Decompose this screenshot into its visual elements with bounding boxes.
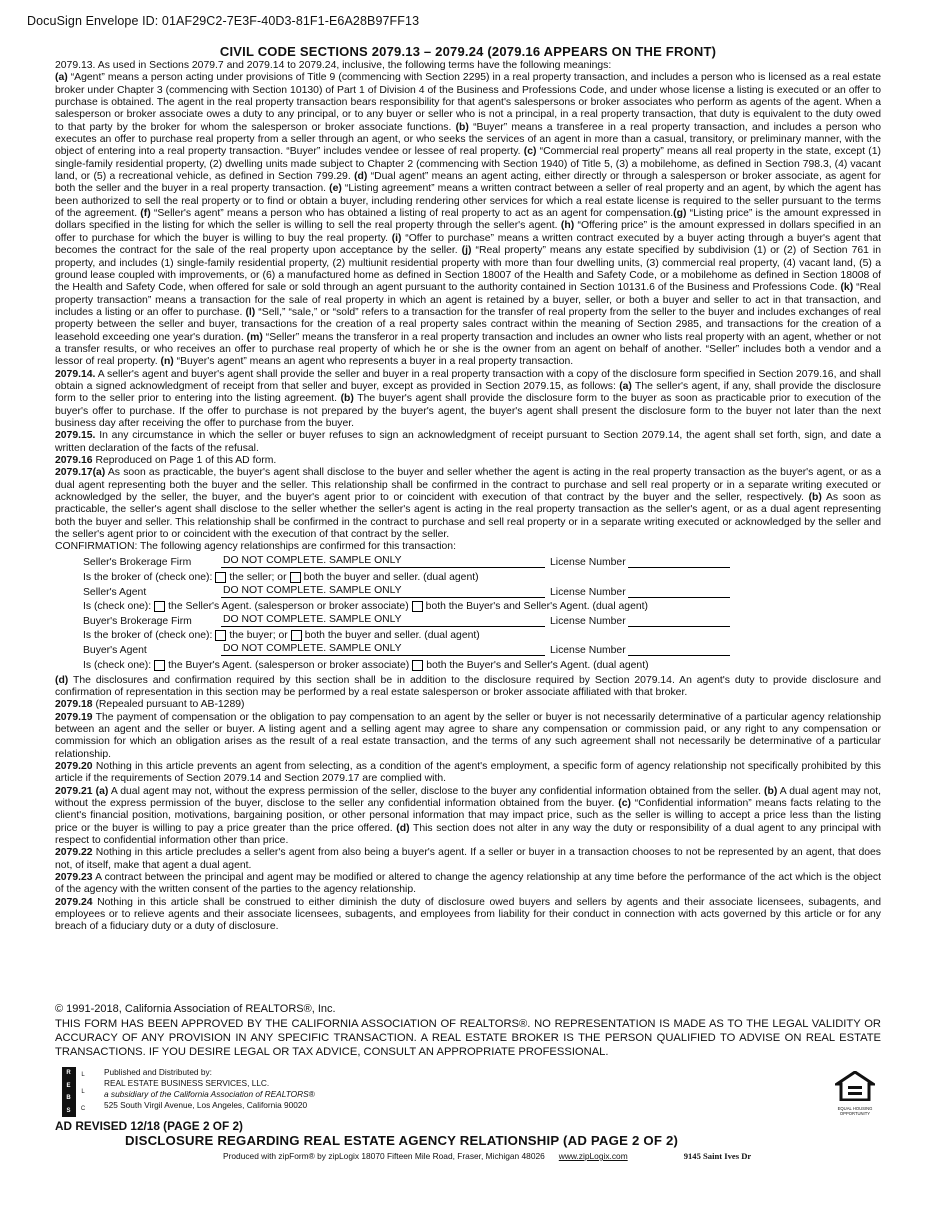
label-f: (f) xyxy=(140,208,151,220)
section-text: (Repealed pursuant to AB-1289) xyxy=(92,699,245,711)
def-transaction: “Real property transaction” means a transaction for the sale of real property in which an agent is retained by a buyer, seller, or both a buyer and seller to act in that transaction, and includes a listing or an offer to purchase. xyxy=(55,282,881,318)
section-2079-18 xyxy=(55,699,881,711)
property-address: 9145 Saint Ives Dr xyxy=(683,1151,752,1161)
legal-notice: THIS FORM HAS BEEN APPROVED BY THE CALIFORNIA ASSOCIATION OF REALTORS®. NO REPRESENTATION IS MADE AS TO THE LEGAL VALIDITY OR ACCURACY OF ANY PROVISION IN ANY SPECIFIC TRANSACTION. A REAL ESTATE BROKER IS THE PERSON QUALIFIED TO ADVISE ON REAL ESTATE TRANSACTIONS. IF YOU DESIRE LEGAL OR TAX ADVICE, CONSULT AN APPROPRIATE PROFESSIONAL. xyxy=(55,1017,881,1058)
section-text: This section does not alter in any way the duty or responsibility of a dual agent to any principal with respect to confidential information other than price. xyxy=(55,822,881,846)
seller-only-checkbox[interactable] xyxy=(215,572,226,583)
publisher-address: 525 South Virgil Avenue, Los Angeles, California 90020 xyxy=(104,1100,308,1110)
section-text: The seller's agent, if any, shall provide the disclosure form to the seller prior to entering into the listing agreement. xyxy=(55,380,881,405)
section-2079-13 xyxy=(55,60,881,541)
section-text: As soon as practicable, the buyer's agent shall disclose to the buyer and seller whether the agent is acting in the real property transaction as the buyer's agent, or as a dual agent representing both the buyer and the seller. This relationship shall be confirmed in the contract to purchase and sell real property or in a separate writing executed or acknowledged by the seller, the buyer, and the buyer's agent prior to or coincident with execution of that contract by the buyer and the seller, respectively. xyxy=(55,467,881,504)
license-label: License Number xyxy=(550,586,626,598)
buyer-dual-checkbox[interactable] xyxy=(291,630,302,641)
def-listing-agreement: “Listing agreement” means a written contract between a seller of real property and an agent, by which the agent has been authorized to sell the real property or to find or obtain a buyer, including rendering other services for which a real estate license is required to the seller pursuant to the terms of the agreement. xyxy=(55,183,881,220)
section-2079-20 xyxy=(55,761,881,786)
buyer-agent-label: Buyer's Agent xyxy=(83,644,147,656)
seller-dual-checkbox[interactable] xyxy=(290,572,301,583)
option-label: both the Buyer's and Seller's Agent. (dual agent) xyxy=(426,659,649,671)
seller-agent-field[interactable]: DO NOT COMPLETE. SAMPLE ONLY xyxy=(221,585,545,598)
label-m: (m) xyxy=(246,331,263,343)
option-label: the buyer; or xyxy=(229,630,288,642)
seller-agent-license-field[interactable] xyxy=(628,587,730,598)
section-text: “Confidential information” means facts relating to the client's financial position, motivations, bargaining position, or other personal information that may impact price, such as the seller is willing to accept a price less than the listing price or the buyer is willing to pay a price greater than the price offered. xyxy=(55,797,881,834)
label-c: (c) xyxy=(618,797,631,809)
label-a: (a) xyxy=(92,467,106,479)
section-label: 2079.17 xyxy=(55,467,93,479)
label-l: (l) xyxy=(245,306,256,318)
option-label: both the Buyer's and Seller's Agent. (dual agent) xyxy=(425,601,648,613)
section-2079-21 xyxy=(55,786,881,848)
section-text: A dual agent may not, without the express permission of the seller, disclose to the buyer any confidential information obtained from the seller. xyxy=(108,785,765,797)
def-dual-agent: “Dual agent” means an agent acting, either directly or through a salesperson or broker associate, as agent for both the seller and the buyer in a real property transaction. xyxy=(55,171,881,195)
label-a: (a) xyxy=(55,72,68,84)
def-offer-to-purchase: “Offer to purchase” means a written contract executed by a buyer acting through a buyer's agent that becomes the contract for the sale of the real property upon acceptance by the seller. xyxy=(55,232,881,257)
section-label: 2079.21 xyxy=(55,785,93,797)
option-label: both the buyer and seller. (dual agent) xyxy=(304,630,480,642)
section-2079-16 xyxy=(55,455,881,467)
page-title: CIVIL CODE SECTIONS 2079.13 – 2079.24 (2079.16 APPEARS ON THE FRONT) xyxy=(219,44,717,59)
option-label: the seller; or xyxy=(229,571,287,583)
license-label: License Number xyxy=(550,557,626,569)
section-text: As soon as practicable, the seller's agent shall disclose to the seller whether the seller's agent is acting in the real property transaction as the seller's agent, or as a dual agent representing both the buyer and seller. This relationship shall be confirmed in the contract to purchase and sell real property or in a separate writing executed or acknowledged by the seller and the seller's agent prior to or coincident with the execution of that contract by the seller. xyxy=(55,492,881,541)
equal-housing-icon xyxy=(835,1071,875,1101)
intro-text: 2079.13. As used in Sections 2079.7 and 2079.14 to 2079.24, inclusive, the following terms have the following meanings: xyxy=(55,60,612,71)
label-g: (g) xyxy=(673,208,687,220)
section-label: 2079.14. xyxy=(55,368,96,380)
seller-agent-row xyxy=(55,583,881,598)
buyer-agent-check-row xyxy=(55,656,881,671)
option-label: both the buyer and seller. (dual agent) xyxy=(303,571,479,583)
buyer-broker-check-row xyxy=(55,627,881,642)
legal-footer xyxy=(55,1003,881,1060)
seller-firm-row xyxy=(55,554,881,569)
docusign-envelope-id: DocuSign Envelope ID: 01AF29C2-7E3F-40D3-81F1-E6A28B97FF13 xyxy=(27,14,420,28)
section-text: A seller's agent and buyer's agent shall provide the seller and buyer in a real property transaction with a copy of the disclosure form specified in Section 2079.16, and shall obtain a signed acknowledgment of receipt from that seller and buyer, except as provided in Section 2079.15, as follows: xyxy=(55,368,881,392)
license-label: License Number xyxy=(550,644,626,656)
section-text: The payment of compensation or the obligation to pay compensation to an agent by the seller or buyer is not necessarily determinative of a particular agency relationship between an agent and the seller or buyer. A listing agent and a selling agent may agree to share any compensation or commission paid, or any right to any compensation or commission for which an obligation arises as the result of a real estate transaction, and the terms of any such agreement shall not necessarily be determinative of a particular relationship. xyxy=(55,711,881,760)
sellers-agent-checkbox[interactable] xyxy=(154,601,165,612)
seller-firm-license-field[interactable] xyxy=(628,557,730,568)
def-listing-price: “Listing price” is the amount expressed in dollars specified in the listing for which the seller is willing to sell the real property through the seller's agent. xyxy=(55,208,881,232)
section-text: Nothing in this article precludes a seller's agent from also being a buyer's agent. If a seller or buyer in a transaction chooses to not be represented by an agent, that does not, of itself, make that agent a dual agent. xyxy=(55,847,881,871)
def-seller: “Seller” means the transferor in a real property transaction and includes an owner who lists real property with an agent, whether or not a transfer results, or who receives an offer to purchase real property of which he or she is the owner from an agent on behalf of another. “Seller” includes both a vendor and a lessor of real property. xyxy=(55,331,882,368)
section-2079-22 xyxy=(55,847,881,872)
section-label: 2079.24 xyxy=(55,896,93,908)
section-2079-24 xyxy=(55,897,881,934)
sections-2079-17d-to-24 xyxy=(55,675,881,934)
section-text: A dual agent may not, without the express permission of the buyer, disclose to the seller any confidential information obtained from the buyer. xyxy=(55,785,882,809)
publisher-subsidiary: a subsidiary of the California Association of REALTORS® xyxy=(104,1089,315,1099)
rebs-logo-icon: R E B S L L C xyxy=(62,1067,92,1117)
label-a: (a) xyxy=(619,380,632,392)
buyer-firm-field[interactable]: DO NOT COMPLETE. SAMPLE ONLY xyxy=(221,614,545,627)
label-h: (h) xyxy=(560,220,575,232)
section-text: The disclosures and confirmation required by this section shall be in addition to the disclosure required by Section 2079.14. An agent's duty to provide disclosure and confirmation of representation in this section may be performed by a real estate salesperson or broker associate affiliated with that broker. xyxy=(55,674,881,698)
copyright-line: © 1991-2018, California Association of REALTORS®, Inc. xyxy=(55,1003,336,1015)
def-sell: “Sell,” “sale,” or “sold” refers to a transaction for the transfer of real property from the seller to the buyer and includes exchanges of real property between the seller and buyer, transactions for the creation of a real property sales contract within the meaning of Section 2985, and transactions for the creation of a leasehold exceeding one year's duration. xyxy=(55,306,881,343)
section-2079-19 xyxy=(55,712,881,761)
published-by: Published and Distributed by: xyxy=(104,1067,212,1077)
section-2079-23 xyxy=(55,872,881,897)
section-text: Reproduced on Page 1 of this AD form. xyxy=(92,455,277,466)
label-b: (b) xyxy=(764,785,778,797)
section-label: 2079.19 xyxy=(55,711,93,723)
label-d: (d) xyxy=(55,674,69,686)
section-label: 2079.20 xyxy=(55,760,93,772)
seller-firm-label: Seller's Brokerage Firm xyxy=(83,557,192,569)
publisher-name: REAL ESTATE BUSINESS SERVICES, LLC. xyxy=(104,1078,270,1088)
label-d: (d) xyxy=(354,171,368,183)
label-d: (d) xyxy=(396,822,410,834)
seller-agent-label: Seller's Agent xyxy=(83,586,147,598)
def-buyer: “Buyer” means a transferee in a real property transaction, and includes a person who executes an offer to purchase real property from a seller through an agent, or who seeks the services of an agent in more than a casual, transitory, or preliminary manner, with the object of entering into a real property transaction. “Buyer” includes vendee or lessee of real property. xyxy=(55,121,881,158)
option-label: the Seller's Agent. (salesperson or broker associate) xyxy=(168,601,409,613)
license-label: License Number xyxy=(550,615,626,627)
label-n: (n) xyxy=(160,356,174,368)
section-2079-17 xyxy=(55,467,881,541)
section-2079-17d xyxy=(55,675,881,700)
check-prefix: Is (check one): xyxy=(83,601,152,613)
buyer-firm-license-field[interactable] xyxy=(628,616,730,627)
produced-line xyxy=(223,1151,751,1161)
def-buyers-agent: “Buyer's agent” means an agent who represents a buyer in a real property transaction. xyxy=(173,356,574,368)
document-body xyxy=(55,44,881,934)
buyer-firm-label: Buyer's Brokerage Firm xyxy=(83,615,192,627)
section-2079-14 xyxy=(55,369,881,431)
eho-caption: EQUAL HOUSING OPPORTUNITY xyxy=(837,1106,873,1116)
def-real-property: “Real property” means any estate specified by subdivision (1) or (2) of Section 761 in property, and includes (1) single-family residential property, (2) multiunit residential property with more than four dwelling units, (3) commercial real property, (4) vacant land, (5) a ground lease coupled with improvements, or (6) a manufactured home as defined in Section 18007 of the Health and Safety Code, or a mobilehome as defined in Section 18008 of the Health and Safety Code, when offered for sale or sold through an agent pursuant to the authority contained in Section 10131.6 of the Business and Professions Code. xyxy=(55,245,881,294)
produced-text: Produced with zipForm® by zipLogix 18070 Fifteen Mile Road, Fraser, Michigan 48026 xyxy=(223,1151,545,1161)
option-label: the Buyer's Agent. (salesperson or broker associate) xyxy=(168,659,410,671)
publisher-info xyxy=(104,1067,315,1117)
check-prefix: Is the broker of (check one): xyxy=(83,571,213,583)
section-2079-15 xyxy=(55,430,881,455)
section-text: Nothing in this article prevents an agent from selecting, as a condition of the agent's employment, a specific form of agency relationship not specifically prohibited by this article if the requirements of Section 2079.14 and Section 2079.17 are complied with. xyxy=(55,760,881,785)
buyer-firm-row xyxy=(55,612,881,627)
buyer-agent-dual-checkbox[interactable] xyxy=(412,660,423,671)
label-a: (a) xyxy=(95,785,109,797)
buyer-only-checkbox[interactable] xyxy=(215,630,226,641)
buyers-agent-checkbox[interactable] xyxy=(154,660,165,671)
seller-firm-field[interactable]: DO NOT COMPLETE. SAMPLE ONLY xyxy=(221,555,545,568)
revised-label: AD REVISED 12/18 (PAGE 2 OF 2) xyxy=(55,1119,243,1133)
buyer-agent-license-field[interactable] xyxy=(628,645,730,656)
def-sellers-agent: “Seller's agent” means a person who has obtained a listing of real property to act as an agent for compensation. xyxy=(150,208,674,220)
section-label: 2079.16 xyxy=(55,455,93,466)
seller-broker-check-row xyxy=(55,568,881,583)
section-label: 2079.15. xyxy=(55,430,96,442)
section-text: The buyer's agent shall provide the disclosure form to the buyer as soon as practicable prior to execution of the buyer's offer to purchase. If the offer to purchase is not prepared by the buyer's agent, the buyer's agent shall present the disclosure form to the buyer not later than the next business day after receiving the offer to purchase from the buyer. xyxy=(55,393,881,429)
label-b: (b) xyxy=(808,492,822,504)
section-label: 2079.18 xyxy=(55,699,93,711)
label-i: (i) xyxy=(391,232,402,244)
section-label: 2079.22 xyxy=(55,847,93,859)
confirmation-form xyxy=(55,554,881,671)
buyer-agent-row xyxy=(55,641,881,656)
label-e: (e) xyxy=(329,183,342,195)
section-label: 2079.23 xyxy=(55,872,93,883)
form-title: DISCLOSURE REGARDING REAL ESTATE AGENCY RELATIONSHIP (AD PAGE 2 OF 2) xyxy=(125,1133,679,1148)
label-k: (k) xyxy=(840,282,854,294)
check-prefix: Is (check one): xyxy=(83,659,152,671)
def-commercial: “Commercial real property” means all real property in the state, except (1) single-family residential property, (2) dwelling units made subject to Chapter 2 (commencing with Section 1940) of Title 5, (3) a mobilehome, as defined in Section 798.3, (4) vacant land, or (5) a recreational vehicle, as defined in Section 799.29. xyxy=(55,146,881,183)
check-prefix: Is the broker of (check one): xyxy=(83,630,213,642)
seller-agent-check-row xyxy=(55,598,881,613)
buyer-agent-field[interactable]: DO NOT COMPLETE. SAMPLE ONLY xyxy=(221,643,545,656)
seller-agent-dual-checkbox[interactable] xyxy=(412,601,423,612)
def-offering-price: “Offering price” is the amount expressed in dollars specified in an offer to purchase for which the buyer is willing to buy the real property. xyxy=(55,220,881,244)
label-c: (c) xyxy=(523,146,537,158)
section-text: Nothing in this article shall be construed to either diminish the duty of disclosure owed buyers and sellers by agents and their associate licensees, subagents, and employees or to relieve agents and their associate licensees, subagents, and employees from liability for their conduct in connection with acts governed by this article or for any breach of a fiduciary duty or a duty of disclosure. xyxy=(55,896,881,933)
publisher-block xyxy=(62,1067,315,1117)
label-b: (b) xyxy=(340,393,354,405)
confirmation-intro: CONFIRMATION: The following agency relationships are confirmed for this transaction: xyxy=(55,541,456,553)
ziplogix-link[interactable]: www.zipLogix.com xyxy=(558,1151,628,1161)
section-text: In any circumstance in which the seller or buyer refuses to sign an acknowledgment of receipt pursuant to Section 2079.14, the agent shall set forth, sign, and date a written declaration of the facts of the refusal. xyxy=(55,430,881,454)
def-agent: “Agent” means a person acting under provisions of Title 9 (commencing with Section 2295) in a real property transaction, and includes a person who is licensed as a real estate broker under Chapter 3 (commencing with Section 10130) of Part 1 of Division 4 of the Business and Professions Code, and under whose license a listing is executed or an offer to purchase is obtained. The agent in the real property transaction bears responsibility for that agent's salespersons or broker associates who perform as agents of the agent. When a salesperson or broker associate owes a duty to any principal, or to any buyer or seller who is not a principal, in a real property transaction, that duty is equivalent to the duty owed to that party by the broker for whom the salesperson or broker associate functions. xyxy=(55,72,881,133)
equal-housing-block xyxy=(833,1071,877,1116)
label-j: (j) xyxy=(461,245,472,257)
section-text: A contract between the principal and agent may be modified or altered to change the agency relationship at any time before the performance of the act which is the object of the agency with the written consent of the parties to the agency relationship. xyxy=(55,872,881,896)
label-b: (b) xyxy=(455,121,469,133)
